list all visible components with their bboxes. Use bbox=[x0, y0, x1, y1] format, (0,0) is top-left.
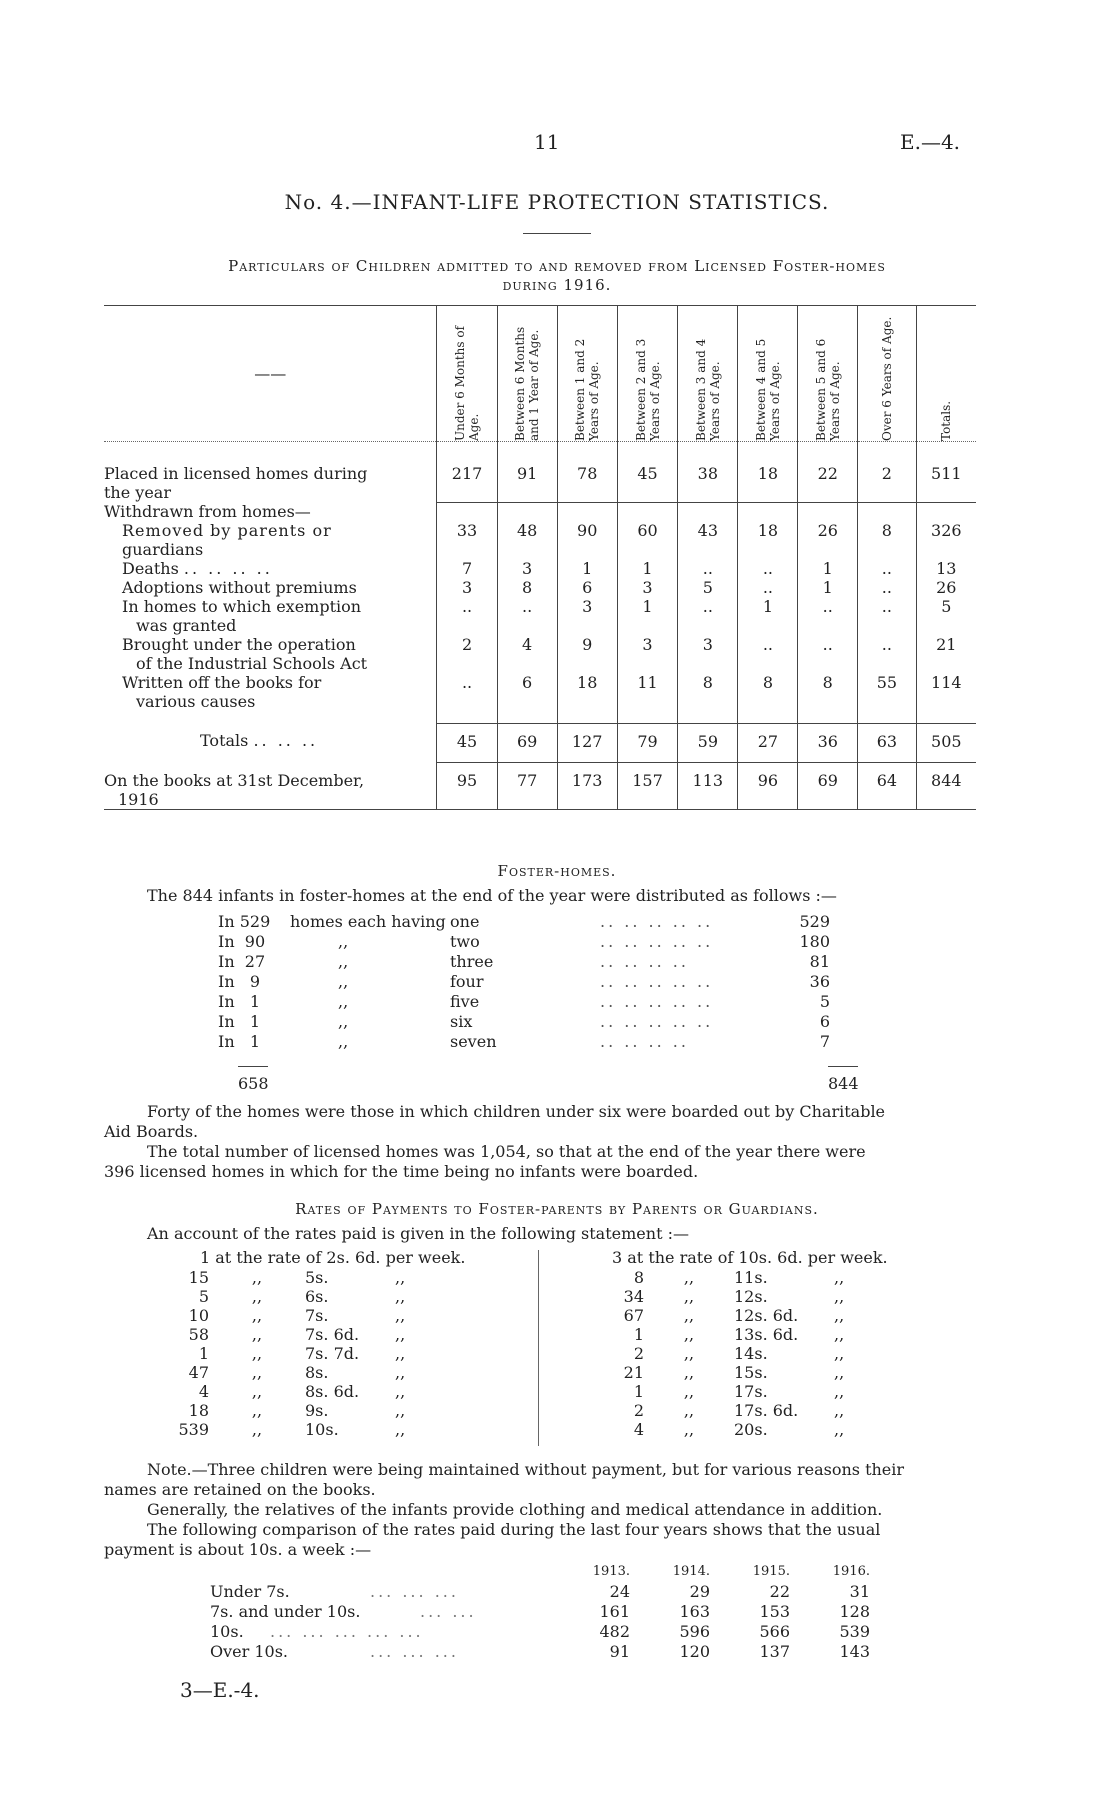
cell: 113 bbox=[678, 763, 738, 810]
totals-row bbox=[104, 723, 976, 751]
foster-homes-intro: The 844 infants in foster-homes at the end of the year were distributed as follows :— bbox=[147, 886, 837, 905]
rates-left-list bbox=[175, 1268, 405, 1439]
cell: 505 bbox=[916, 723, 976, 751]
cell: 8 bbox=[678, 673, 738, 711]
cell: 6 bbox=[497, 673, 557, 711]
cell: 45 bbox=[617, 464, 677, 502]
paragraph: 396 licensed homes in which for the time being no infants were boarded. bbox=[104, 1162, 699, 1181]
list-item: 58 ,, 7s. 6d. ,, bbox=[188, 1325, 406, 1344]
list-item: 2 ,, 14s. ,, bbox=[633, 1344, 845, 1363]
row-label: Withdrawn from homes— bbox=[104, 502, 311, 521]
rates-intro: An account of the rates paid is given in the following statement :— bbox=[147, 1224, 689, 1243]
page-title: No. 4.—INFANT-LIFE PROTECTION STATISTICS. bbox=[284, 190, 830, 214]
cell: .. bbox=[738, 635, 798, 673]
row-label: On the books at 31st December, 1916 bbox=[104, 770, 365, 809]
cell: .. bbox=[497, 597, 557, 635]
cell: 8 bbox=[738, 673, 798, 711]
cell: 3 bbox=[497, 559, 557, 578]
cell: 3 bbox=[437, 578, 497, 597]
cell: 48 bbox=[497, 521, 557, 559]
cell: 3 bbox=[617, 578, 677, 597]
row-label: Brought under the operation of the Industrial Schools Act bbox=[122, 635, 368, 673]
cell: 1 bbox=[738, 597, 798, 635]
col-under-6-months: Under 6 Months of Age. bbox=[437, 306, 497, 442]
cell: 33 bbox=[437, 521, 497, 559]
cell: 18 bbox=[738, 464, 798, 502]
list-item: 8 ,, 11s. ,, bbox=[633, 1268, 845, 1287]
table-row bbox=[104, 559, 976, 578]
table-row bbox=[104, 464, 976, 502]
foster-homes-heading: Foster-homes. bbox=[497, 862, 617, 880]
cell: 1 bbox=[617, 597, 677, 635]
col-totals: Totals. bbox=[916, 306, 976, 442]
paragraph: payment is about 10s. a week :— bbox=[104, 1540, 372, 1559]
table-row bbox=[104, 635, 976, 673]
row-label: Removed by parents or guardians bbox=[122, 521, 332, 559]
total-rule-left bbox=[238, 1066, 268, 1067]
header-dash: —— bbox=[104, 306, 437, 442]
cell: 79 bbox=[617, 723, 677, 751]
note-paragraph: Note.—Three children were being maintained without payment, but for various reasons their bbox=[147, 1460, 905, 1479]
list-item: In 529 homes each having one .. .. .. .. .. 529 bbox=[218, 912, 830, 931]
cell: 1 bbox=[798, 578, 858, 597]
title-rule bbox=[523, 233, 591, 234]
cell: 8 bbox=[858, 521, 916, 559]
list-item: 21 ,, 15s. ,, bbox=[623, 1363, 845, 1382]
col-2-3-years: Between 2 and 3 Years of Age. bbox=[617, 306, 677, 442]
cell: .. bbox=[798, 597, 858, 635]
list-item: 10 ,, 7s. ,, bbox=[188, 1306, 406, 1325]
list-item: 34 ,, 12s. ,, bbox=[623, 1287, 845, 1306]
cell: 90 bbox=[557, 521, 617, 559]
col-6-months-1-year: Between 6 Months and 1 Year of Age. bbox=[497, 306, 557, 442]
cell: 95 bbox=[437, 763, 497, 810]
cell: 511 bbox=[916, 464, 976, 502]
cell: 844 bbox=[916, 763, 976, 810]
cell: 1 bbox=[617, 559, 677, 578]
cell: 217 bbox=[437, 464, 497, 502]
paragraph: Generally, the relatives of the infants provide clothing and medical attendance in addition. bbox=[147, 1500, 883, 1519]
list-item: In 1 ,, five .. .. .. .. .. 5 bbox=[218, 992, 830, 1011]
table-subtitle-year: during 1916. bbox=[502, 276, 612, 294]
total-rule-right bbox=[828, 1066, 858, 1067]
cell: 173 bbox=[557, 763, 617, 810]
table-row bbox=[104, 578, 976, 597]
cell: 8 bbox=[798, 673, 858, 711]
list-item: In 1 ,, six .. .. .. .. .. 6 bbox=[218, 1012, 830, 1031]
rates-left-header: 1 at the rate of 2s. 6d. per week. bbox=[200, 1248, 466, 1267]
cell: 91 bbox=[497, 464, 557, 502]
row-label: Adoptions without premiums bbox=[122, 578, 357, 597]
table-row bbox=[104, 597, 976, 635]
list-item: 1 ,, 13s. 6d. ,, bbox=[633, 1325, 845, 1344]
row-label: Written off the books for various causes bbox=[122, 673, 322, 711]
document-ref: E.—4. bbox=[900, 130, 961, 154]
cell: 157 bbox=[617, 763, 677, 810]
table-row: Over 10s. ... ... ... 91 120 137 143 bbox=[210, 1642, 870, 1661]
cell: 78 bbox=[557, 464, 617, 502]
cell: 3 bbox=[678, 635, 738, 673]
total-homes: 658 bbox=[238, 1074, 269, 1093]
row-label: Placed in licensed homes during the year bbox=[104, 464, 368, 502]
cell: 6 bbox=[557, 578, 617, 597]
table-row: 10s. ... ... ... ... ... 482 596 566 539 bbox=[210, 1622, 870, 1641]
cell: .. bbox=[858, 578, 916, 597]
cell: 5 bbox=[916, 597, 976, 635]
paragraph: The total number of licensed homes was 1,054, so that at the end of the year there were bbox=[147, 1142, 866, 1161]
list-item: 47 ,, 8s. ,, bbox=[188, 1363, 406, 1382]
on-books-row bbox=[104, 763, 976, 810]
cell: 21 bbox=[916, 635, 976, 673]
cell: 13 bbox=[916, 559, 976, 578]
cell: .. bbox=[858, 635, 916, 673]
cell: 2 bbox=[858, 464, 916, 502]
list-item: 5 ,, 6s. ,, bbox=[198, 1287, 406, 1306]
cell: 326 bbox=[916, 521, 976, 559]
cell: 8 bbox=[497, 578, 557, 597]
cell: 26 bbox=[798, 521, 858, 559]
row-label: Deaths .. .. .. .. bbox=[122, 559, 273, 578]
table-row bbox=[104, 521, 976, 559]
cell: 2 bbox=[437, 635, 497, 673]
cell: 63 bbox=[858, 723, 916, 751]
cell: 3 bbox=[557, 597, 617, 635]
cell: 69 bbox=[798, 763, 858, 810]
rates-right-list bbox=[608, 1268, 844, 1439]
comparison-header: 1913. 1914. 1915. 1916. bbox=[592, 1564, 870, 1579]
cell: 45 bbox=[437, 723, 497, 751]
footer-signature: 3—E.-4. bbox=[180, 1678, 260, 1702]
list-item: 1 ,, 7s. 7d. ,, bbox=[198, 1344, 406, 1363]
list-item: 67 ,, 12s. 6d. ,, bbox=[623, 1306, 845, 1325]
cell: .. bbox=[858, 559, 916, 578]
cell: 114 bbox=[916, 673, 976, 711]
cell: 127 bbox=[557, 723, 617, 751]
cell: 64 bbox=[858, 763, 916, 810]
table-row bbox=[104, 502, 976, 521]
cell: 60 bbox=[617, 521, 677, 559]
cell: 36 bbox=[798, 723, 858, 751]
list-item: In 9 ,, four .. .. .. .. .. 36 bbox=[218, 972, 830, 991]
cell: 55 bbox=[858, 673, 916, 711]
col-5-6-years: Between 5 and 6 Years of Age. bbox=[798, 306, 858, 442]
table-row bbox=[104, 673, 976, 711]
total-infants: 844 bbox=[828, 1074, 859, 1093]
rates-divider bbox=[538, 1250, 539, 1446]
page-number: 11 bbox=[534, 130, 560, 154]
cell: 69 bbox=[497, 723, 557, 751]
cell: 5 bbox=[678, 578, 738, 597]
cell: 1 bbox=[557, 559, 617, 578]
table-header-row bbox=[104, 306, 976, 442]
rates-heading: Rates of Payments to Foster-parents by Parents or Guardians. bbox=[295, 1200, 819, 1218]
cell: 11 bbox=[617, 673, 677, 711]
cell: .. bbox=[678, 559, 738, 578]
cell: 3 bbox=[617, 635, 677, 673]
cell: 43 bbox=[678, 521, 738, 559]
col-1-2-years: Between 1 and 2 Years of Age. bbox=[557, 306, 617, 442]
cell: 18 bbox=[557, 673, 617, 711]
list-item: In 27 ,, three .. .. .. .. 81 bbox=[218, 952, 830, 971]
list-item: 539 ,, 10s. ,, bbox=[178, 1420, 406, 1439]
note-paragraph: names are retained on the books. bbox=[104, 1480, 376, 1499]
list-item: 15 ,, 5s. ,, bbox=[188, 1268, 406, 1287]
cell: .. bbox=[678, 597, 738, 635]
col-3-4-years: Between 3 and 4 Years of Age. bbox=[678, 306, 738, 442]
row-label: Totals .. .. .. bbox=[200, 731, 319, 750]
cell: 26 bbox=[916, 578, 976, 597]
cell: 38 bbox=[678, 464, 738, 502]
foster-homes-list bbox=[218, 912, 858, 1052]
paragraph: Forty of the homes were those in which children under six were boarded out by Charitable bbox=[147, 1102, 886, 1121]
list-item: 4 ,, 8s. 6d. ,, bbox=[198, 1382, 406, 1401]
cell: 96 bbox=[738, 763, 798, 810]
cell: 77 bbox=[497, 763, 557, 810]
list-item: 18 ,, 9s. ,, bbox=[188, 1401, 406, 1420]
cell: 18 bbox=[738, 521, 798, 559]
list-item: In 90 ,, two .. .. .. .. .. 180 bbox=[218, 932, 830, 951]
cell: .. bbox=[798, 635, 858, 673]
list-item: 4 ,, 20s. ,, bbox=[633, 1420, 845, 1439]
cell: 27 bbox=[738, 723, 798, 751]
cell: .. bbox=[437, 597, 497, 635]
table-row: Under 7s. ... ... ... 24 29 22 31 bbox=[210, 1582, 870, 1601]
col-4-5-years: Between 4 and 5 Years of Age. bbox=[738, 306, 798, 442]
row-label: In homes to which exemption was granted bbox=[122, 597, 362, 635]
list-item: 2 ,, 17s. 6d. ,, bbox=[633, 1401, 845, 1420]
table-row: 7s. and under 10s. ... ... 161 163 153 128 bbox=[210, 1602, 870, 1621]
rates-right-header: 3 at the rate of 10s. 6d. per week. bbox=[612, 1248, 888, 1267]
cell: .. bbox=[738, 559, 798, 578]
paragraph: Aid Boards. bbox=[104, 1122, 199, 1141]
comparison-table bbox=[210, 1562, 870, 1662]
cell: 22 bbox=[798, 464, 858, 502]
cell: 1 bbox=[798, 559, 858, 578]
cell: .. bbox=[858, 597, 916, 635]
cell: 9 bbox=[557, 635, 617, 673]
cell: 59 bbox=[678, 723, 738, 751]
cell: 4 bbox=[497, 635, 557, 673]
cell: .. bbox=[437, 673, 497, 711]
cell: 7 bbox=[437, 559, 497, 578]
infant-statistics-table bbox=[104, 305, 976, 810]
cell: .. bbox=[738, 578, 798, 597]
col-over-6-years: Over 6 Years of Age. bbox=[858, 306, 916, 442]
list-item: 1 ,, 17s. ,, bbox=[633, 1382, 845, 1401]
list-item: In 1 ,, seven .. .. .. .. 7 bbox=[218, 1032, 830, 1051]
table-subtitle: Particulars of Children admitted to and removed from Licensed Foster-homes bbox=[228, 257, 886, 275]
paragraph: The following comparison of the rates paid during the last four years shows that the usual bbox=[147, 1520, 881, 1539]
